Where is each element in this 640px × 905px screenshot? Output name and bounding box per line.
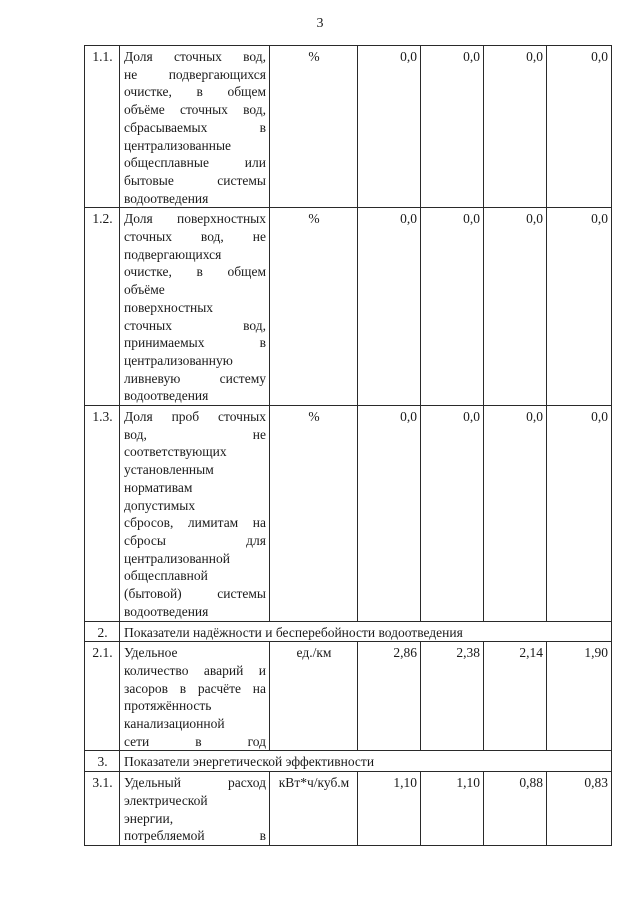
indicator-name-line: вод, не xyxy=(124,426,266,442)
unit-cell: % xyxy=(270,406,358,621)
row-number: 1.1. xyxy=(85,46,120,208)
value-cell: 0,0 xyxy=(547,406,612,621)
row-number: 3.1. xyxy=(85,772,120,846)
indicator-name-line: бытовые системы xyxy=(124,172,266,188)
page-number: 3 xyxy=(316,16,324,31)
table-row xyxy=(85,621,612,642)
indicator-name-line: канализационной xyxy=(124,716,225,732)
table-row xyxy=(85,751,612,772)
value-cell: 2,86 xyxy=(358,642,421,751)
indicator-name-line: ливневую систему xyxy=(124,370,266,386)
value-cell: 2,38 xyxy=(421,642,484,751)
indicator-name xyxy=(120,46,270,208)
table-row xyxy=(85,772,612,846)
value-cell: 0,83 xyxy=(547,772,612,846)
indicator-name-line: электрической xyxy=(124,792,208,808)
table-row xyxy=(85,208,612,406)
row-number: 1.2. xyxy=(85,208,120,406)
unit-cell: кВт*ч/куб.м xyxy=(270,772,358,846)
value-cell: 0,0 xyxy=(421,208,484,406)
value-cell: 0,0 xyxy=(547,208,612,406)
indicator-name-line: количество аварий и xyxy=(124,662,266,678)
section-title: Показатели энергетической эффективности xyxy=(120,751,612,772)
indicator-name-line: централизованную xyxy=(124,352,233,368)
indicator-name-line: сбрасываемых в xyxy=(124,119,266,135)
indicator-name-line: общесплавной xyxy=(124,568,208,584)
indicator-name-line: централизованные xyxy=(124,137,232,153)
indicator-name-line: засоров в расчёте на xyxy=(124,680,266,696)
indicator-name-line: принимаемых в xyxy=(124,335,266,351)
value-cell: 0,0 xyxy=(358,208,421,406)
indicator-name-line: (бытовой) системы xyxy=(124,586,266,602)
table-row xyxy=(85,406,612,621)
indicator-name-line: водоотведения xyxy=(124,603,209,619)
value-cell: 0,0 xyxy=(484,406,547,621)
row-number: 3. xyxy=(85,751,120,772)
value-cell: 0,0 xyxy=(484,208,547,406)
indicator-name-line: не подвергающихся xyxy=(124,66,266,82)
unit-cell: ед./км xyxy=(270,642,358,751)
value-cell: 1,10 xyxy=(358,772,421,846)
indicator-name-line: водоотведения xyxy=(124,388,209,404)
indicator-name-line: протяжённость xyxy=(124,698,212,714)
row-number: 1.3. xyxy=(85,406,120,621)
unit-cell: % xyxy=(270,46,358,208)
indicator-name-line: Удельный расход xyxy=(124,775,266,791)
indicator-name-line: очистке, в общем xyxy=(124,84,266,100)
row-number: 2.1. xyxy=(85,642,120,751)
indicator-name xyxy=(120,642,270,751)
indicator-name-line: общесплавные или xyxy=(124,155,266,171)
indicator-name-line: сбросы для xyxy=(124,532,266,548)
value-cell: 1,10 xyxy=(421,772,484,846)
indicator-name-line: подвергающихся xyxy=(124,246,222,262)
indicators-table xyxy=(84,45,612,846)
indicator-name-line: поверхностных xyxy=(124,299,214,315)
indicator-name-line: сточных вод, не xyxy=(124,229,266,245)
indicator-name-line: централизованной xyxy=(124,550,230,566)
unit-cell: % xyxy=(270,208,358,406)
value-cell: 0,0 xyxy=(421,406,484,621)
value-cell: 1,90 xyxy=(547,642,612,751)
table-row xyxy=(85,46,612,208)
indicator-name-line: установленным xyxy=(124,462,214,478)
indicator-name-line: сточных вод, xyxy=(124,317,266,333)
indicator-name-line: Доля проб сточных xyxy=(124,409,266,425)
value-cell: 0,0 xyxy=(547,46,612,208)
indicator-name-line: энергии, xyxy=(124,810,174,826)
indicator-name-line: Доля поверхностных xyxy=(124,211,266,227)
value-cell: 0,88 xyxy=(484,772,547,846)
indicator-name-line: водоотведения xyxy=(124,190,209,206)
indicator-name-line: сбросов, лимитам на xyxy=(124,515,266,531)
value-cell: 0,0 xyxy=(484,46,547,208)
row-number: 2. xyxy=(85,621,120,642)
section-title: Показатели надёжности и бесперебойности водоотведения xyxy=(120,621,612,642)
indicator-name-line: нормативам xyxy=(124,479,193,495)
value-cell: 2,14 xyxy=(484,642,547,751)
indicator-name-line: объёме xyxy=(124,282,165,298)
indicator-name-line: очистке, в общем xyxy=(124,264,266,280)
indicator-name xyxy=(120,208,270,406)
indicator-name-line: Удельное xyxy=(124,645,178,661)
indicator-name xyxy=(120,406,270,621)
indicator-name-line: потребляемой в xyxy=(124,828,266,844)
indicator-name-line: допустимых xyxy=(124,497,196,513)
indicator-name-line: Доля сточных вод, xyxy=(124,49,266,64)
indicator-name xyxy=(120,772,270,846)
value-cell: 0,0 xyxy=(358,406,421,621)
indicator-name-line: сети в год xyxy=(124,733,266,749)
value-cell: 0,0 xyxy=(421,46,484,208)
table-row xyxy=(85,642,612,751)
indicator-name-line: объёме сточных вод, xyxy=(124,102,266,118)
indicator-name-line: соответствующих xyxy=(124,444,227,460)
value-cell: 0,0 xyxy=(358,46,421,208)
